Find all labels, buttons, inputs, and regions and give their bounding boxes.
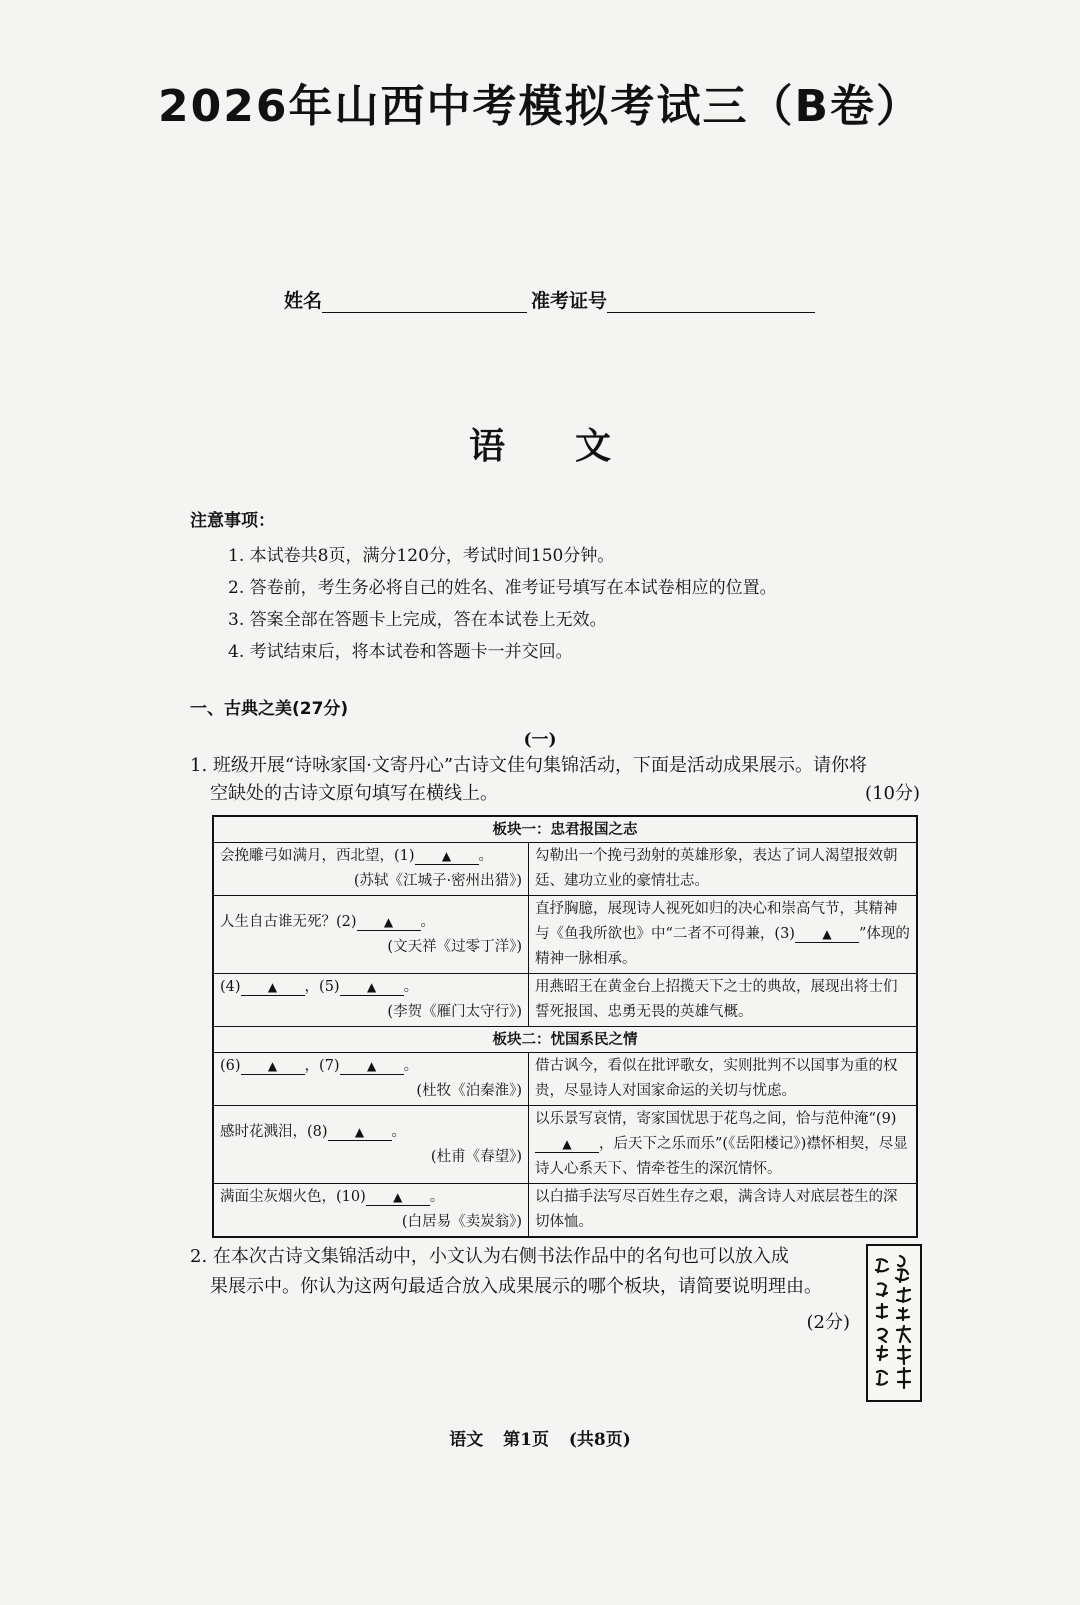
- note-item: 4. 考试结束后，将本试卷和答题卡一并交回。: [228, 642, 573, 662]
- question-2-line2: 果展示中。你认为这两句最适合放入成果展示的哪个板块，请简要说明理由。: [210, 1276, 822, 1297]
- verse-source: (苏轼《江城子·密州出猎》): [353, 873, 522, 889]
- table-row: [213, 843, 917, 896]
- verse-cell: [213, 974, 529, 1027]
- table-block-row: [213, 816, 917, 843]
- page-footer: 语文 第1页 (共8页): [449, 1430, 631, 1450]
- description-text: ，后天下之乐而乐”(《岳阳楼记》)襟怀相契，尽显诗人心系天下、情牵苍生的深沉情怀。: [535, 1136, 908, 1177]
- verse-text: 人生自古谁无死？(2): [220, 913, 357, 930]
- answer-blank[interactable]: ▲: [795, 926, 859, 943]
- table-row: [213, 1053, 917, 1106]
- verse-end: 。: [403, 979, 419, 995]
- question-1-line2-wrap: [190, 780, 920, 808]
- verse-text: (4): [220, 979, 241, 995]
- verse-text: ，(5): [304, 979, 340, 995]
- verse-cell: [213, 843, 529, 896]
- question-1-line2: 空缺处的古诗文原句填写在横线上。: [210, 783, 498, 804]
- name-field[interactable]: [322, 292, 527, 313]
- description-text: 以乐景写哀情，寄家国忧思于花鸟之间，恰与范仲淹“(9): [535, 1111, 897, 1127]
- question-2-score: (2分): [806, 1312, 850, 1333]
- table-row: [213, 1184, 917, 1238]
- answer-blank[interactable]: ▲: [340, 1058, 404, 1075]
- verse-text: ，(7): [304, 1058, 340, 1074]
- table-block-row: [213, 1027, 917, 1053]
- id-field[interactable]: [607, 292, 815, 313]
- verse-source: (杜甫《春望》): [430, 1148, 522, 1165]
- description-cell: 勾勒出一个挽弓劲射的英雄形象，表达了词人渴望报效朝廷、建功立业的豪情壮志。: [529, 843, 918, 896]
- verse-end: 。: [403, 1058, 419, 1074]
- verse-text: 会挽雕弓如满月，西北望，(1): [220, 848, 415, 864]
- verse-source: (李贺《雁门太守行》): [387, 1004, 522, 1020]
- candidate-info-line: [284, 286, 815, 313]
- subsection-heading: (一): [523, 730, 557, 750]
- calligraphy-scroll-image: [868, 1246, 920, 1400]
- question-2-line1: 2. 在本次古诗文集锦活动中，小文认为右侧书法作品中的名句也可以放入成: [190, 1246, 789, 1267]
- verse-source: (白居易《卖炭翁》): [401, 1214, 522, 1230]
- notes-heading: 注意事项：: [190, 511, 275, 531]
- verse-source: (杜牧《泊秦淮》): [416, 1083, 522, 1099]
- block1-title: 板块一：忠君报国之志: [213, 816, 917, 843]
- table-row: [213, 974, 917, 1027]
- answer-blank[interactable]: ▲: [357, 914, 421, 931]
- description-cell: 用燕昭王在黄金台上招揽天下之士的典故，展现出将士们誓死报国、忠勇无畏的英雄气概。: [529, 974, 918, 1027]
- block2-title: 板块二：忧国系民之情: [213, 1027, 917, 1053]
- answer-blank[interactable]: ▲: [415, 848, 479, 865]
- verse-cell: [213, 1053, 529, 1106]
- id-label: 准考证号: [531, 290, 608, 312]
- verse-cell: [213, 1106, 529, 1184]
- verse-text: 感时花溅泪，(8): [220, 1123, 328, 1140]
- description-cell: 以白描手法写尽百姓生存之艰，满含诗人对底层苍生的深切体恤。: [529, 1184, 918, 1238]
- notes-list: [228, 540, 777, 668]
- section-heading: 一、古典之美(27分): [190, 699, 349, 719]
- note-item: 3. 答案全部在答题卡上完成，答在本试卷上无效。: [228, 610, 607, 630]
- verse-end: 。: [420, 913, 436, 930]
- note-item: 1. 本试卷共8页，满分120分，考试时间150分钟。: [228, 546, 615, 566]
- answer-blank[interactable]: ▲: [328, 1124, 392, 1141]
- verse-text: 满面尘灰烟火色，(10): [220, 1189, 366, 1205]
- poem-table: [212, 815, 918, 1238]
- exam-title: 2026年山西中考模拟考试三（B卷）: [158, 81, 922, 132]
- description-cell: [529, 1106, 918, 1184]
- answer-blank[interactable]: ▲: [535, 1136, 599, 1153]
- verse-end: 。: [429, 1189, 445, 1205]
- verse-cell: [213, 896, 529, 974]
- answer-blank[interactable]: ▲: [340, 979, 404, 996]
- answer-blank[interactable]: ▲: [241, 979, 305, 996]
- verse-end: 。: [391, 1123, 407, 1140]
- question-2: [190, 1242, 850, 1338]
- name-label: 姓名: [284, 290, 323, 312]
- table-row: [213, 1106, 917, 1184]
- question-1: [190, 752, 920, 808]
- verse-source: (文天祥《过零丁洋》): [387, 938, 522, 955]
- answer-blank[interactable]: ▲: [366, 1189, 430, 1206]
- answer-blank[interactable]: ▲: [241, 1058, 305, 1075]
- subject-title: 语文: [468, 426, 681, 467]
- verse-text: (6): [220, 1058, 241, 1074]
- note-item: 2. 答卷前，考生务必将自己的姓名、准考证号填写在本试卷相应的位置。: [228, 578, 777, 598]
- description-text: 直抒胸臆，展现诗人视死如归的决心和崇高气节，其精神与《鱼我所欲也》中“二者不可得兼，(3): [535, 901, 898, 942]
- calligraphy-artwork: [866, 1244, 922, 1402]
- table-row: [213, 896, 917, 974]
- question-1-line1: 1. 班级开展“诗咏家国·文寄丹心”古诗文佳句集锦活动，下面是活动成果展示。请你将: [190, 755, 868, 776]
- description-cell: [529, 896, 918, 974]
- verse-cell: [213, 1184, 529, 1238]
- description-text: ”体现的精神一脉相承。: [535, 926, 910, 967]
- question-1-score: (10分): [865, 783, 920, 804]
- description-cell: 借古讽今，看似在批评歌女，实则批判不以国事为重的权贵，尽显诗人对国家命运的关切与忧虑。: [529, 1053, 918, 1106]
- verse-end: 。: [478, 848, 494, 864]
